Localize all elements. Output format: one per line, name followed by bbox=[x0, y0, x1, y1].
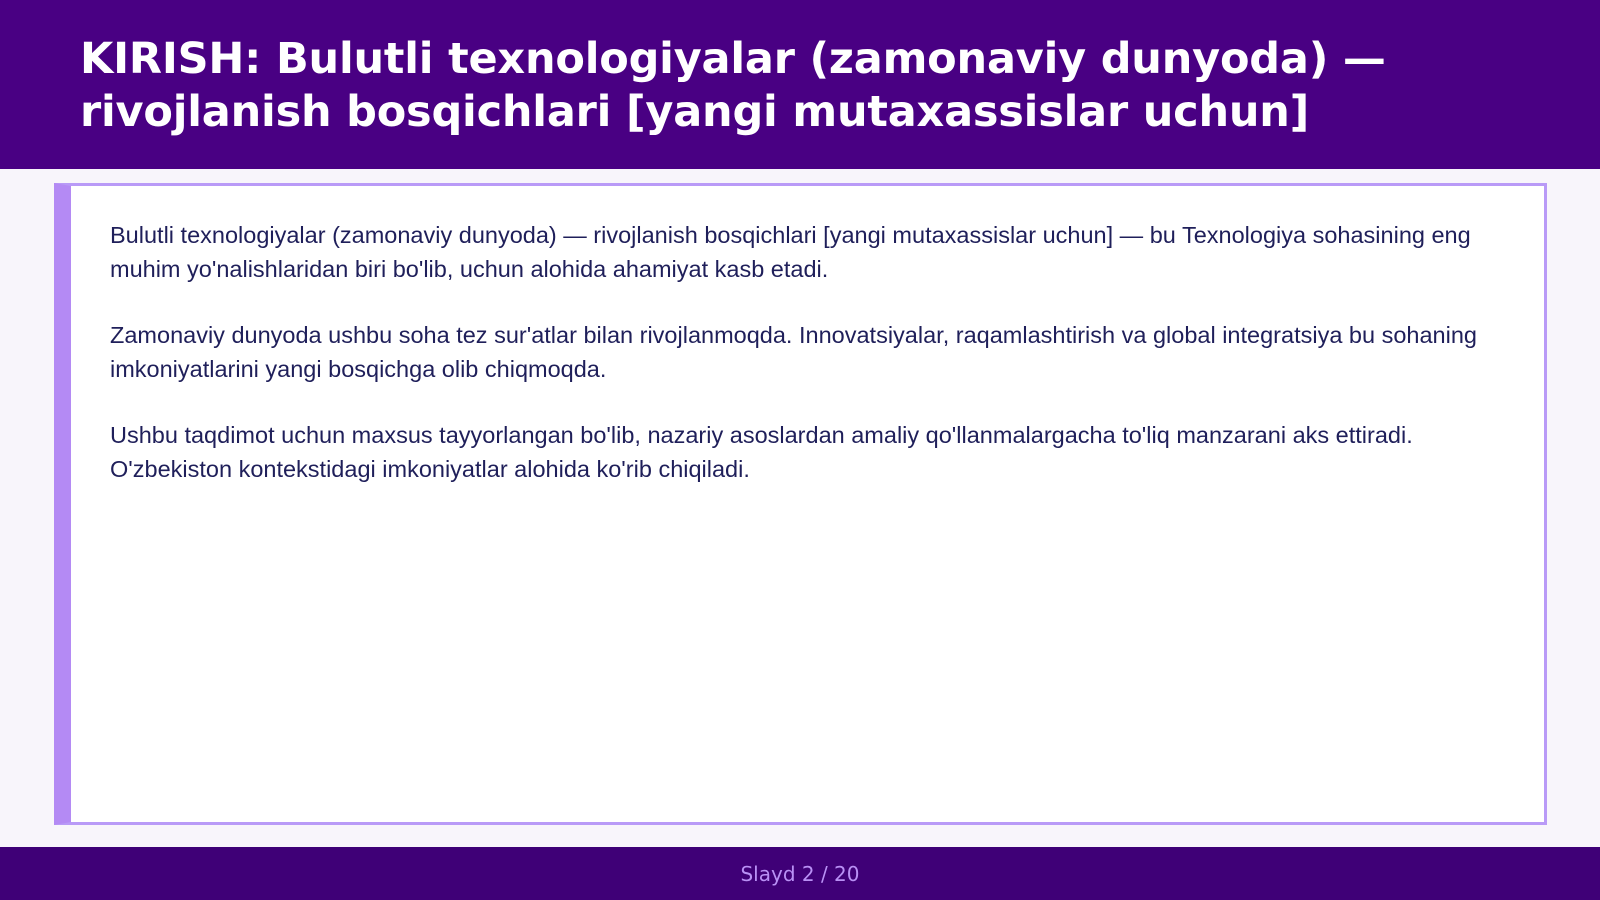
slide-counter: Slayd 2 / 20 bbox=[740, 861, 860, 886]
slide-title: KIRISH: Bulutli texnologiyalar (zamonaviy dunyoda) — rivojlanish bosqichlari [yangi mutaxassislar uchun] bbox=[80, 34, 1386, 137]
content-card bbox=[54, 183, 1547, 825]
modern-world-paragraph: Zamonaviy dunyoda ushbu soha tez sur'atlar bilan rivojlanmoqda. Innovatsiyalar, raqamlashtirish va global integratsiya bu sohaning imkoniyatlarini yangi bosqichga olib chiqmoqda. bbox=[110, 322, 1477, 382]
slide-footer bbox=[0, 847, 1600, 900]
slide-header bbox=[0, 0, 1600, 169]
intro-paragraph: Bulutli texnologiyalar (zamonaviy dunyoda) — rivojlanish bosqichlari [yangi mutaxassislar uchun] — bu Texnologiya sohasining eng muhim yo'nalishlaridan biri bo'lib, uchun alohida ahamiyat kasb etadi. bbox=[110, 222, 1471, 282]
presentation-paragraph: Ushbu taqdimot uchun maxsus tayyorlangan bo'lib, nazariy asoslardan amaliy qo'llanmalargacha to'liq manzarani aks ettiradi. O'zbekiston kontekstidagi imkoniyatlar alohida ko'rib chiqiladi. bbox=[110, 422, 1413, 482]
